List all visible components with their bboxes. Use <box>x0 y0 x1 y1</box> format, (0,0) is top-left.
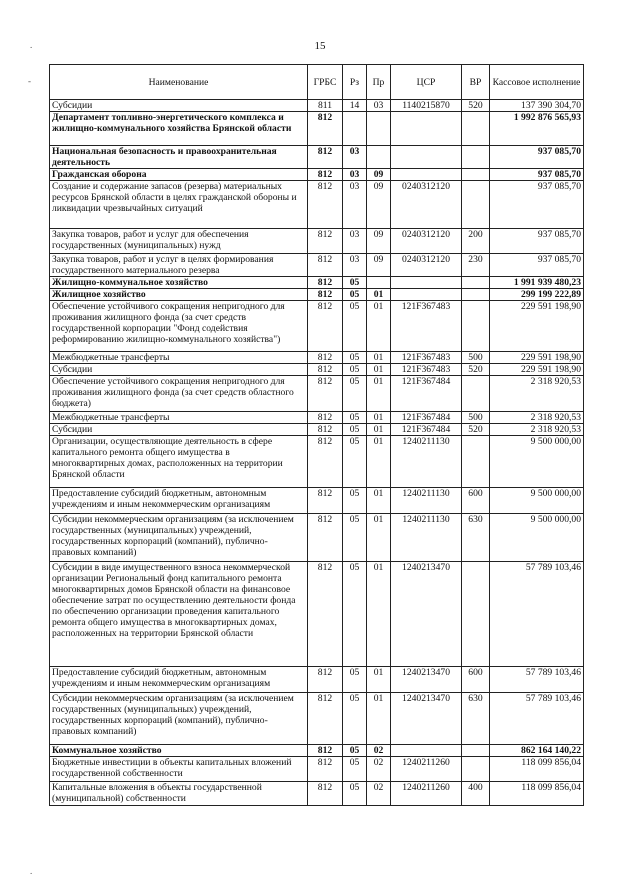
row-amount-cell: 937 085,70 <box>490 146 584 169</box>
header-csr: ЦСР <box>391 65 462 100</box>
row-grbs-cell: 812 <box>308 667 343 693</box>
row-rz-cell: 05 <box>343 782 367 806</box>
table-row <box>50 364 584 376</box>
row-name-cell: Закупка товаров, работ и услуг для обеспечения государственных (муниципальных) нужд <box>50 229 308 254</box>
row-grbs-cell: 812 <box>308 301 343 352</box>
table-row <box>50 169 584 181</box>
row-name-cell: Создание и содержание запасов (резерва) материальных ресурсов Брянской области в целях гражданской обороны и ликвидации чрезвычайных ситуаций <box>50 181 308 229</box>
row-rz-cell: 03 <box>343 181 367 229</box>
row-vr-cell: 600 <box>462 488 490 514</box>
row-rz-cell: 05 <box>343 301 367 352</box>
row-amount-cell: 229 591 198,90 <box>490 301 584 352</box>
row-name-cell: Предоставление субсидий бюджетным, автономным учреждениям и иным некоммерческим организациям <box>50 667 308 693</box>
row-pr-cell: 01 <box>367 352 391 364</box>
row-csr-cell: 1240213470 <box>391 693 462 745</box>
row-vr-cell <box>462 745 490 757</box>
header-amount: Кассовое исполнение <box>490 65 584 100</box>
header-grbs: ГРБС <box>308 65 343 100</box>
row-pr-cell: 01 <box>367 301 391 352</box>
row-name-cell: Субсидии <box>50 424 308 436</box>
table-row <box>50 514 584 562</box>
row-csr-cell: 0240312120 <box>391 181 462 229</box>
row-amount-cell: 229 591 198,90 <box>490 352 584 364</box>
row-grbs-cell: 812 <box>308 146 343 169</box>
row-grbs-cell: 812 <box>308 352 343 364</box>
row-pr-cell: 09 <box>367 169 391 181</box>
row-rz-cell: 05 <box>343 352 367 364</box>
row-grbs-cell: 812 <box>308 757 343 782</box>
row-csr-cell: 0240312120 <box>391 254 462 277</box>
row-grbs-cell: 812 <box>308 254 343 277</box>
row-grbs-cell: 812 <box>308 782 343 806</box>
row-name-cell: Субсидии некоммерческим организациям (за исключением государственных (муниципальных) учреждений, государственных корпораций (компаний), публично-правовых компаний) <box>50 514 308 562</box>
row-pr-cell: 01 <box>367 424 391 436</box>
row-csr-cell: 1140215870 <box>391 100 462 112</box>
row-name-cell: Бюджетные инвестиции в объекты капитальных вложений государственной собственности <box>50 757 308 782</box>
row-grbs-cell: 812 <box>308 745 343 757</box>
row-rz-cell: 05 <box>343 667 367 693</box>
row-pr-cell: 02 <box>367 782 391 806</box>
table-row <box>50 667 584 693</box>
row-grbs-cell: 812 <box>308 424 343 436</box>
table-row <box>50 782 584 806</box>
table-row <box>50 254 584 277</box>
margin-mark: . <box>30 866 33 876</box>
row-rz-cell: 03 <box>343 169 367 181</box>
row-rz-cell: 05 <box>343 277 367 289</box>
row-csr-cell: 121F367483 <box>391 364 462 376</box>
row-name-cell: Субсидии <box>50 364 308 376</box>
row-name-cell: Обеспечение устойчивого сокращения непригодного для проживания жилищного фонда (за счет средств областного бюджета) <box>50 376 308 412</box>
table-row <box>50 412 584 424</box>
row-amount-cell: 57 789 103,46 <box>490 693 584 745</box>
row-vr-cell <box>462 562 490 667</box>
row-grbs-cell: 812 <box>308 376 343 412</box>
table-row <box>50 146 584 169</box>
row-rz-cell <box>343 112 367 146</box>
row-grbs-cell: 812 <box>308 693 343 745</box>
row-amount-cell: 862 164 140,22 <box>490 745 584 757</box>
row-name-cell: Департамент топливно-энергетического комплекса и жилищно-коммунального хозяйства Брянской области <box>50 112 308 146</box>
row-rz-cell: 05 <box>343 364 367 376</box>
table-row <box>50 181 584 229</box>
row-amount-cell: 229 591 198,90 <box>490 364 584 376</box>
table-row <box>50 562 584 667</box>
row-vr-cell: 630 <box>462 693 490 745</box>
row-amount-cell: 299 199 222,89 <box>490 289 584 301</box>
margin-mark: - <box>28 76 31 86</box>
table-header-row <box>50 65 584 100</box>
row-csr-cell: 1240213470 <box>391 667 462 693</box>
row-csr-cell: 0240312120 <box>391 229 462 254</box>
margin-mark: . <box>30 40 33 50</box>
row-name-cell: Межбюджетные трансферты <box>50 352 308 364</box>
row-grbs-cell: 812 <box>308 277 343 289</box>
row-rz-cell: 05 <box>343 562 367 667</box>
row-csr-cell: 121F367483 <box>391 352 462 364</box>
row-amount-cell: 9 500 000,00 <box>490 514 584 562</box>
row-rz-cell: 05 <box>343 488 367 514</box>
table-row <box>50 100 584 112</box>
row-vr-cell: 520 <box>462 364 490 376</box>
header-vr: ВР <box>462 65 490 100</box>
row-rz-cell: 05 <box>343 514 367 562</box>
row-vr-cell <box>462 301 490 352</box>
row-amount-cell: 1 992 876 565,93 <box>490 112 584 146</box>
row-amount-cell: 2 318 920,53 <box>490 424 584 436</box>
row-pr-cell: 01 <box>367 376 391 412</box>
row-name-cell: Жилищно-коммунальное хозяйство <box>50 277 308 289</box>
table-row <box>50 289 584 301</box>
table-row <box>50 424 584 436</box>
row-csr-cell: 121F367484 <box>391 376 462 412</box>
row-pr-cell: 09 <box>367 229 391 254</box>
row-csr-cell <box>391 169 462 181</box>
row-grbs-cell: 812 <box>308 364 343 376</box>
row-name-cell: Организации, осуществляющие деятельность в сфере капитального ремонта общего имущества в многоквартирных домах, расположенных на территории Брянской области <box>50 436 308 488</box>
row-name-cell: Субсидии некоммерческим организациям (за исключением государственных (муниципальных) учреждений, государственных корпораций (компаний), публично-правовых компаний) <box>50 693 308 745</box>
row-csr-cell <box>391 745 462 757</box>
row-pr-cell: 01 <box>367 364 391 376</box>
row-vr-cell: 500 <box>462 412 490 424</box>
row-amount-cell: 1 991 939 480,23 <box>490 277 584 289</box>
row-amount-cell: 2 318 920,53 <box>490 412 584 424</box>
row-rz-cell: 14 <box>343 100 367 112</box>
row-pr-cell: 01 <box>367 488 391 514</box>
row-rz-cell: 05 <box>343 289 367 301</box>
budget-table <box>49 64 584 806</box>
row-name-cell: Капитальные вложения в объекты государственной (муниципальной) собственности <box>50 782 308 806</box>
header-name: Наименование <box>50 65 308 100</box>
table-row <box>50 436 584 488</box>
row-vr-cell: 400 <box>462 782 490 806</box>
table-row <box>50 376 584 412</box>
row-vr-cell: 520 <box>462 100 490 112</box>
row-pr-cell: 09 <box>367 181 391 229</box>
row-name-cell: Предоставление субсидий бюджетным, автономным учреждениям и иным некоммерческим организациям <box>50 488 308 514</box>
row-vr-cell <box>462 169 490 181</box>
row-grbs-cell: 812 <box>308 514 343 562</box>
row-pr-cell: 01 <box>367 667 391 693</box>
row-rz-cell: 05 <box>343 757 367 782</box>
header-rz: Рз <box>343 65 367 100</box>
row-csr-cell <box>391 277 462 289</box>
row-grbs-cell: 812 <box>308 412 343 424</box>
row-csr-cell: 1240211130 <box>391 488 462 514</box>
row-grbs-cell: 812 <box>308 488 343 514</box>
row-pr-cell: 02 <box>367 745 391 757</box>
row-csr-cell: 121F367484 <box>391 412 462 424</box>
row-vr-cell <box>462 181 490 229</box>
row-csr-cell: 121F367483 <box>391 301 462 352</box>
row-pr-cell: 02 <box>367 757 391 782</box>
row-pr-cell: 01 <box>367 562 391 667</box>
table-row <box>50 352 584 364</box>
row-grbs-cell: 811 <box>308 100 343 112</box>
row-name-cell: Коммунальное хозяйство <box>50 745 308 757</box>
row-vr-cell <box>462 289 490 301</box>
table-row <box>50 277 584 289</box>
row-csr-cell: 1240211130 <box>391 436 462 488</box>
row-rz-cell: 05 <box>343 424 367 436</box>
row-amount-cell: 9 500 000,00 <box>490 488 584 514</box>
row-vr-cell: 520 <box>462 424 490 436</box>
row-rz-cell: 05 <box>343 745 367 757</box>
row-pr-cell: 01 <box>367 693 391 745</box>
row-grbs-cell: 812 <box>308 289 343 301</box>
row-amount-cell: 2 318 920,53 <box>490 376 584 412</box>
row-csr-cell <box>391 289 462 301</box>
row-grbs-cell: 812 <box>308 112 343 146</box>
row-amount-cell: 937 085,70 <box>490 254 584 277</box>
row-name-cell: Закупка товаров, работ и услуг в целях формирования государственного материального резерва <box>50 254 308 277</box>
row-name-cell: Межбюджетные трансферты <box>50 412 308 424</box>
row-csr-cell <box>391 146 462 169</box>
row-amount-cell: 118 099 856,04 <box>490 757 584 782</box>
row-vr-cell: 600 <box>462 667 490 693</box>
row-amount-cell: 57 789 103,46 <box>490 562 584 667</box>
row-amount-cell: 118 099 856,04 <box>490 782 584 806</box>
row-csr-cell: 1240211130 <box>391 514 462 562</box>
row-grbs-cell: 812 <box>308 436 343 488</box>
row-vr-cell <box>462 436 490 488</box>
row-amount-cell: 937 085,70 <box>490 169 584 181</box>
row-csr-cell <box>391 112 462 146</box>
row-rz-cell: 05 <box>343 412 367 424</box>
row-vr-cell <box>462 376 490 412</box>
table-row <box>50 301 584 352</box>
row-rz-cell: 03 <box>343 146 367 169</box>
row-vr-cell: 500 <box>462 352 490 364</box>
row-name-cell: Жилищное хозяйство <box>50 289 308 301</box>
row-name-cell: Гражданская оборона <box>50 169 308 181</box>
row-name-cell: Субсидии в виде имущественного взноса некоммерческой организации Региональный фонд капитального ремонта многоквартирных домов Брянской области на финансовое обеспечение затрат по осуществлению деятельности фонда по обеспечению организации проведения капитального ремонта общего имущества в многоквартирных домах, расположенных на территории Брянской области <box>50 562 308 667</box>
row-amount-cell: 57 789 103,46 <box>490 667 584 693</box>
row-amount-cell: 137 390 304,70 <box>490 100 584 112</box>
row-name-cell: Национальная безопасность и правоохранительная деятельность <box>50 146 308 169</box>
table-row <box>50 488 584 514</box>
row-pr-cell: 03 <box>367 100 391 112</box>
row-vr-cell: 230 <box>462 254 490 277</box>
row-name-cell: Обеспечение устойчивого сокращения непригодного для проживания жилищного фонда (за счет средств государственной корпорации "Фонд содействия реформированию жилищно-коммунального хозяйства") <box>50 301 308 352</box>
row-vr-cell <box>462 146 490 169</box>
row-pr-cell: 01 <box>367 514 391 562</box>
row-amount-cell: 937 085,70 <box>490 181 584 229</box>
row-name-cell: Субсидии <box>50 100 308 112</box>
row-amount-cell: 937 085,70 <box>490 229 584 254</box>
row-vr-cell: 630 <box>462 514 490 562</box>
row-amount-cell: 9 500 000,00 <box>490 436 584 488</box>
table-row <box>50 229 584 254</box>
row-vr-cell <box>462 277 490 289</box>
table-row <box>50 693 584 745</box>
row-rz-cell: 05 <box>343 436 367 488</box>
row-rz-cell: 03 <box>343 254 367 277</box>
row-rz-cell: 03 <box>343 229 367 254</box>
row-pr-cell <box>367 146 391 169</box>
row-grbs-cell: 812 <box>308 562 343 667</box>
row-rz-cell: 05 <box>343 376 367 412</box>
row-csr-cell: 1240211260 <box>391 782 462 806</box>
page-number: 15 <box>314 40 326 52</box>
row-vr-cell: 200 <box>462 229 490 254</box>
row-grbs-cell: 812 <box>308 229 343 254</box>
row-pr-cell: 01 <box>367 289 391 301</box>
table-row <box>50 745 584 757</box>
row-csr-cell: 121F367484 <box>391 424 462 436</box>
row-csr-cell: 1240211260 <box>391 757 462 782</box>
row-grbs-cell: 812 <box>308 181 343 229</box>
row-rz-cell: 05 <box>343 693 367 745</box>
row-pr-cell: 01 <box>367 412 391 424</box>
table-row <box>50 757 584 782</box>
row-pr-cell <box>367 112 391 146</box>
row-grbs-cell: 812 <box>308 169 343 181</box>
row-pr-cell: 09 <box>367 254 391 277</box>
row-vr-cell <box>462 757 490 782</box>
row-pr-cell: 01 <box>367 436 391 488</box>
row-pr-cell <box>367 277 391 289</box>
header-pr: Пр <box>367 65 391 100</box>
table-row <box>50 112 584 146</box>
row-vr-cell <box>462 112 490 146</box>
row-csr-cell: 1240213470 <box>391 562 462 667</box>
